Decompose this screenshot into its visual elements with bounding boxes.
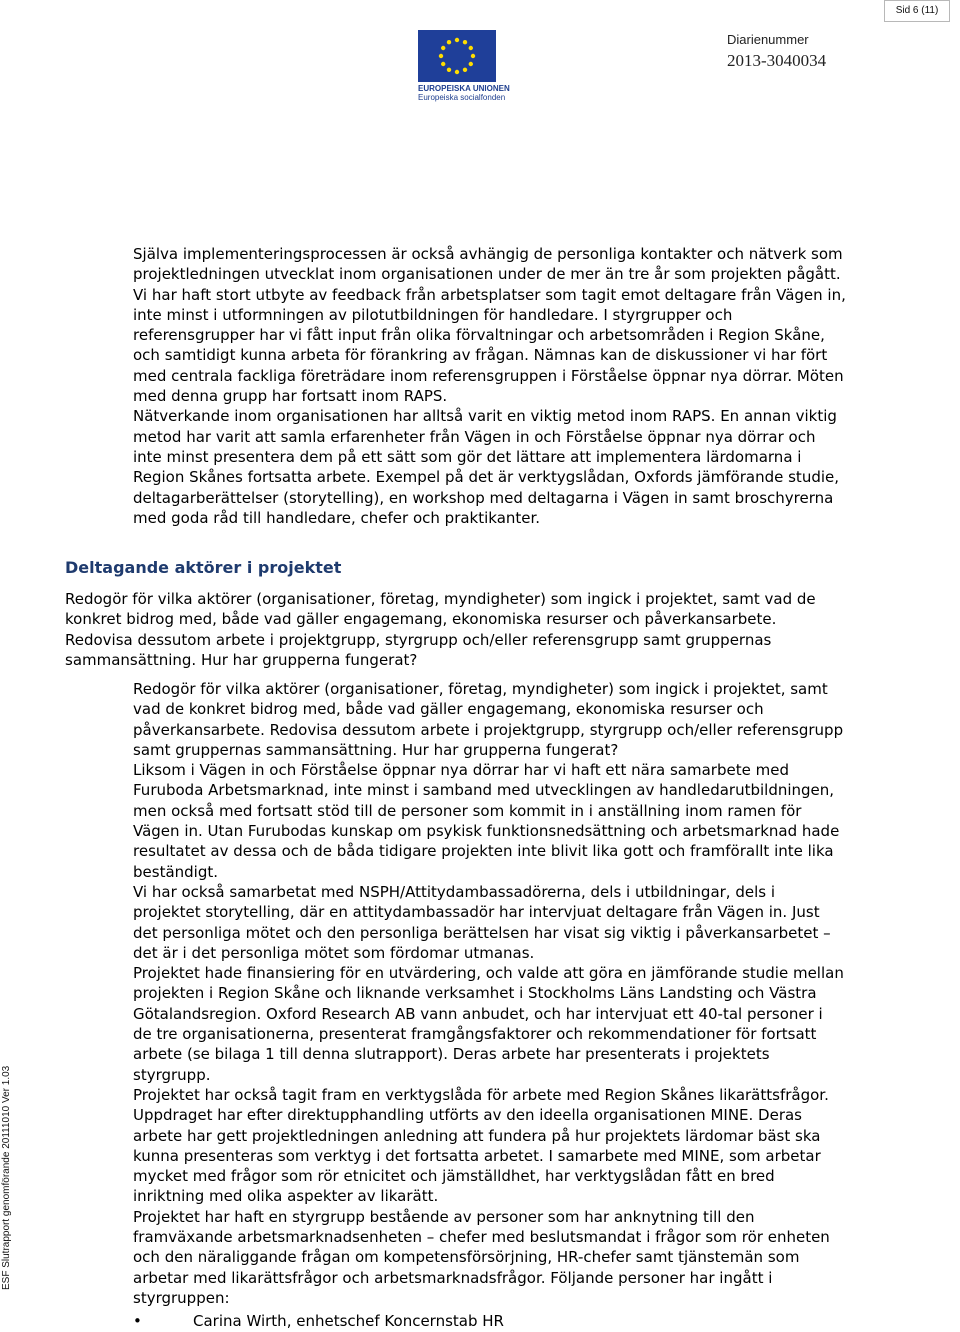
logo-line1: EUROPEISKA UNIONEN <box>418 84 510 93</box>
eu-flag-icon <box>418 30 496 82</box>
list-item-text: Carina Wirth, enhetschef Koncernstab HR <box>193 1312 504 1330</box>
diarie-label: Diarienummer <box>727 32 809 47</box>
logo-text <box>418 84 510 102</box>
section-instruction: Redogör för vilka aktörer (organisationer, företag, myndigheter) som ingick i projektet, samt vad de konkret bidrog med, både vad gäller engagemang, ekonomiska resurser och påverkansarbete. Redovisa dessutom arbete i projektgrupp, styrgrupp och/eller referensgrupp samt gruppernas sammansättning. Hur har grupperna fungerat? <box>65 590 816 669</box>
implementation-paragraph: Själva implementeringsprocessen är också avhängig de personliga kontakter och nätverk som projektledningen utvecklat inom organisationen under de mer än tre år som projekten pågått. Vi har haft stort utbyte av feedback från arbetsplatser som tagit emot deltagare från Vägen in, inte minst i utformningen av pilotutbildningen för handledare. I styrgrupper och referensgrupper har vi fått input från olika förvaltningar och arbetsområden i Region Skåne, och samtidigt kunna arbeta för förankring av frågan. Nämnas kan de diskussioner vi har fört med centrala fackliga företrädare inom referensgruppen i Förståelse öppnar nya dörrar. Möten med denna grupp har fortsatt inom RAPS. Nätverkande inom organisationen har alltså varit en viktig metod inom RAPS. En annan viktig metod har varit att samla erfarenheter från Vägen in och Förståelse öppnar nya dörrar och inte minst presentera dem på ett sätt som gör det lättare att implementera lärdomarna i Region Skånes fortsatta arbete. Exempel på det är verktygslådan, Oxfords jämförande studie, deltagarberättelser (storytelling), en workshop med deltagarna i Vägen in samt broschyrerna med goda råd till handledare, chefer och praktikanter. <box>133 245 846 527</box>
vertical-footer-text: ESF Slutrapport genomförande 20111010 Ver 1.03 <box>1 1065 12 1290</box>
logo-line2: Europeiska socialfonden <box>418 93 506 102</box>
diarie-number: 2013-3040034 <box>727 51 827 70</box>
bullet-icon: • <box>133 1312 142 1330</box>
diarie-block <box>727 32 826 72</box>
section-answer: Redogör för vilka aktörer (organisationer, företag, myndigheter) som ingick i projektet, samt vad de konkret bidrog med, både vad gäller engagemang, ekonomiska resurser och påverkansarbete. Redovisa dessutom arbete i projektgrupp, styrgrupp och/eller referensgrupp samt gruppernas sammansättning. Hur har grupperna fungerat? Liksom i Vägen in och Förståelse öppnar nya dörrar har vi haft ett nära samarbete med Furuboda Arbetsmarknad, inte minst i samband med utvecklingen av handledarutbildningen, men också med fortsatt stöd till de personer som kommit in i anställning inom ramen för Vägen in. Utan Furubodas kunskap om psykisk funktionsnedsättning och arbetsmarknad hade resultatet av dessa och de båda tidigare projekten inte blivit lika gott och framförallt inte lika beständigt. Vi har också samarbetat med NSPH/Attitydambassadörerna, dels i utbildningar, dels i projektet storytelling, där en attitydambassadör har intervjuat deltagare från Vägen in. Just det personliga mötet och den personliga berättelsen har visat sig viktig i påverkansarbetet – det är i det personliga mötet som fördomar utmanas. Projektet hade finansiering för en utvärdering, och valde att göra en jämförande studie mellan projekten i Region Skåne och liknande verksamhet i Stockholms Läns Landsting och Västra Götalandsregion. Oxford Research AB vann anbudet, och har intervjuat ett 40-tal personer i de tre organisationerna, presenterat framgångsfaktorer och rekommendationer för fortsatt arbete (se bilaga 1 till denna slutrapport). Deras arbete har presenterats i projektets styrgrupp. Projektet har också tagit fram en verktygslåda för arbete med Region Skånes likarättsfrågor. Uppdraget har efter direktupphandling utförts av den ideella organisationen MINE. Deras arbete har gett projektledningen anledning att fundera på hur projektets lärdomar bäst ska kunna presenteras som verktyg i det fortsatta arbetet. I samarbete med MINE, som arbetar mycket med frågor som rör etnicitet och jämställdhet, har verktygslådan fått en bred inriktning med olika aspekter av likarätt. Projektet har haft en styrgrupp bestående av personer som har anknytning till den framväxande arbetsmarknadsenheten – chefer med beslutsmandat i frågor som rör enheten och den näraliggande frågan om kompetensförsörjning, HR-chefer samt tjänstemän som arbetar med likarättsfrågor och arbetsmarknadsfrågor. Följande personer har ingått i styrgruppen: <box>133 680 844 1307</box>
eu-logo <box>418 30 510 102</box>
section-heading: Deltagande aktörer i projektet <box>65 558 342 577</box>
list-item <box>133 1311 504 1331</box>
page-number: Sid 6 (11) <box>884 0 950 22</box>
steering-group-list <box>133 1311 504 1331</box>
